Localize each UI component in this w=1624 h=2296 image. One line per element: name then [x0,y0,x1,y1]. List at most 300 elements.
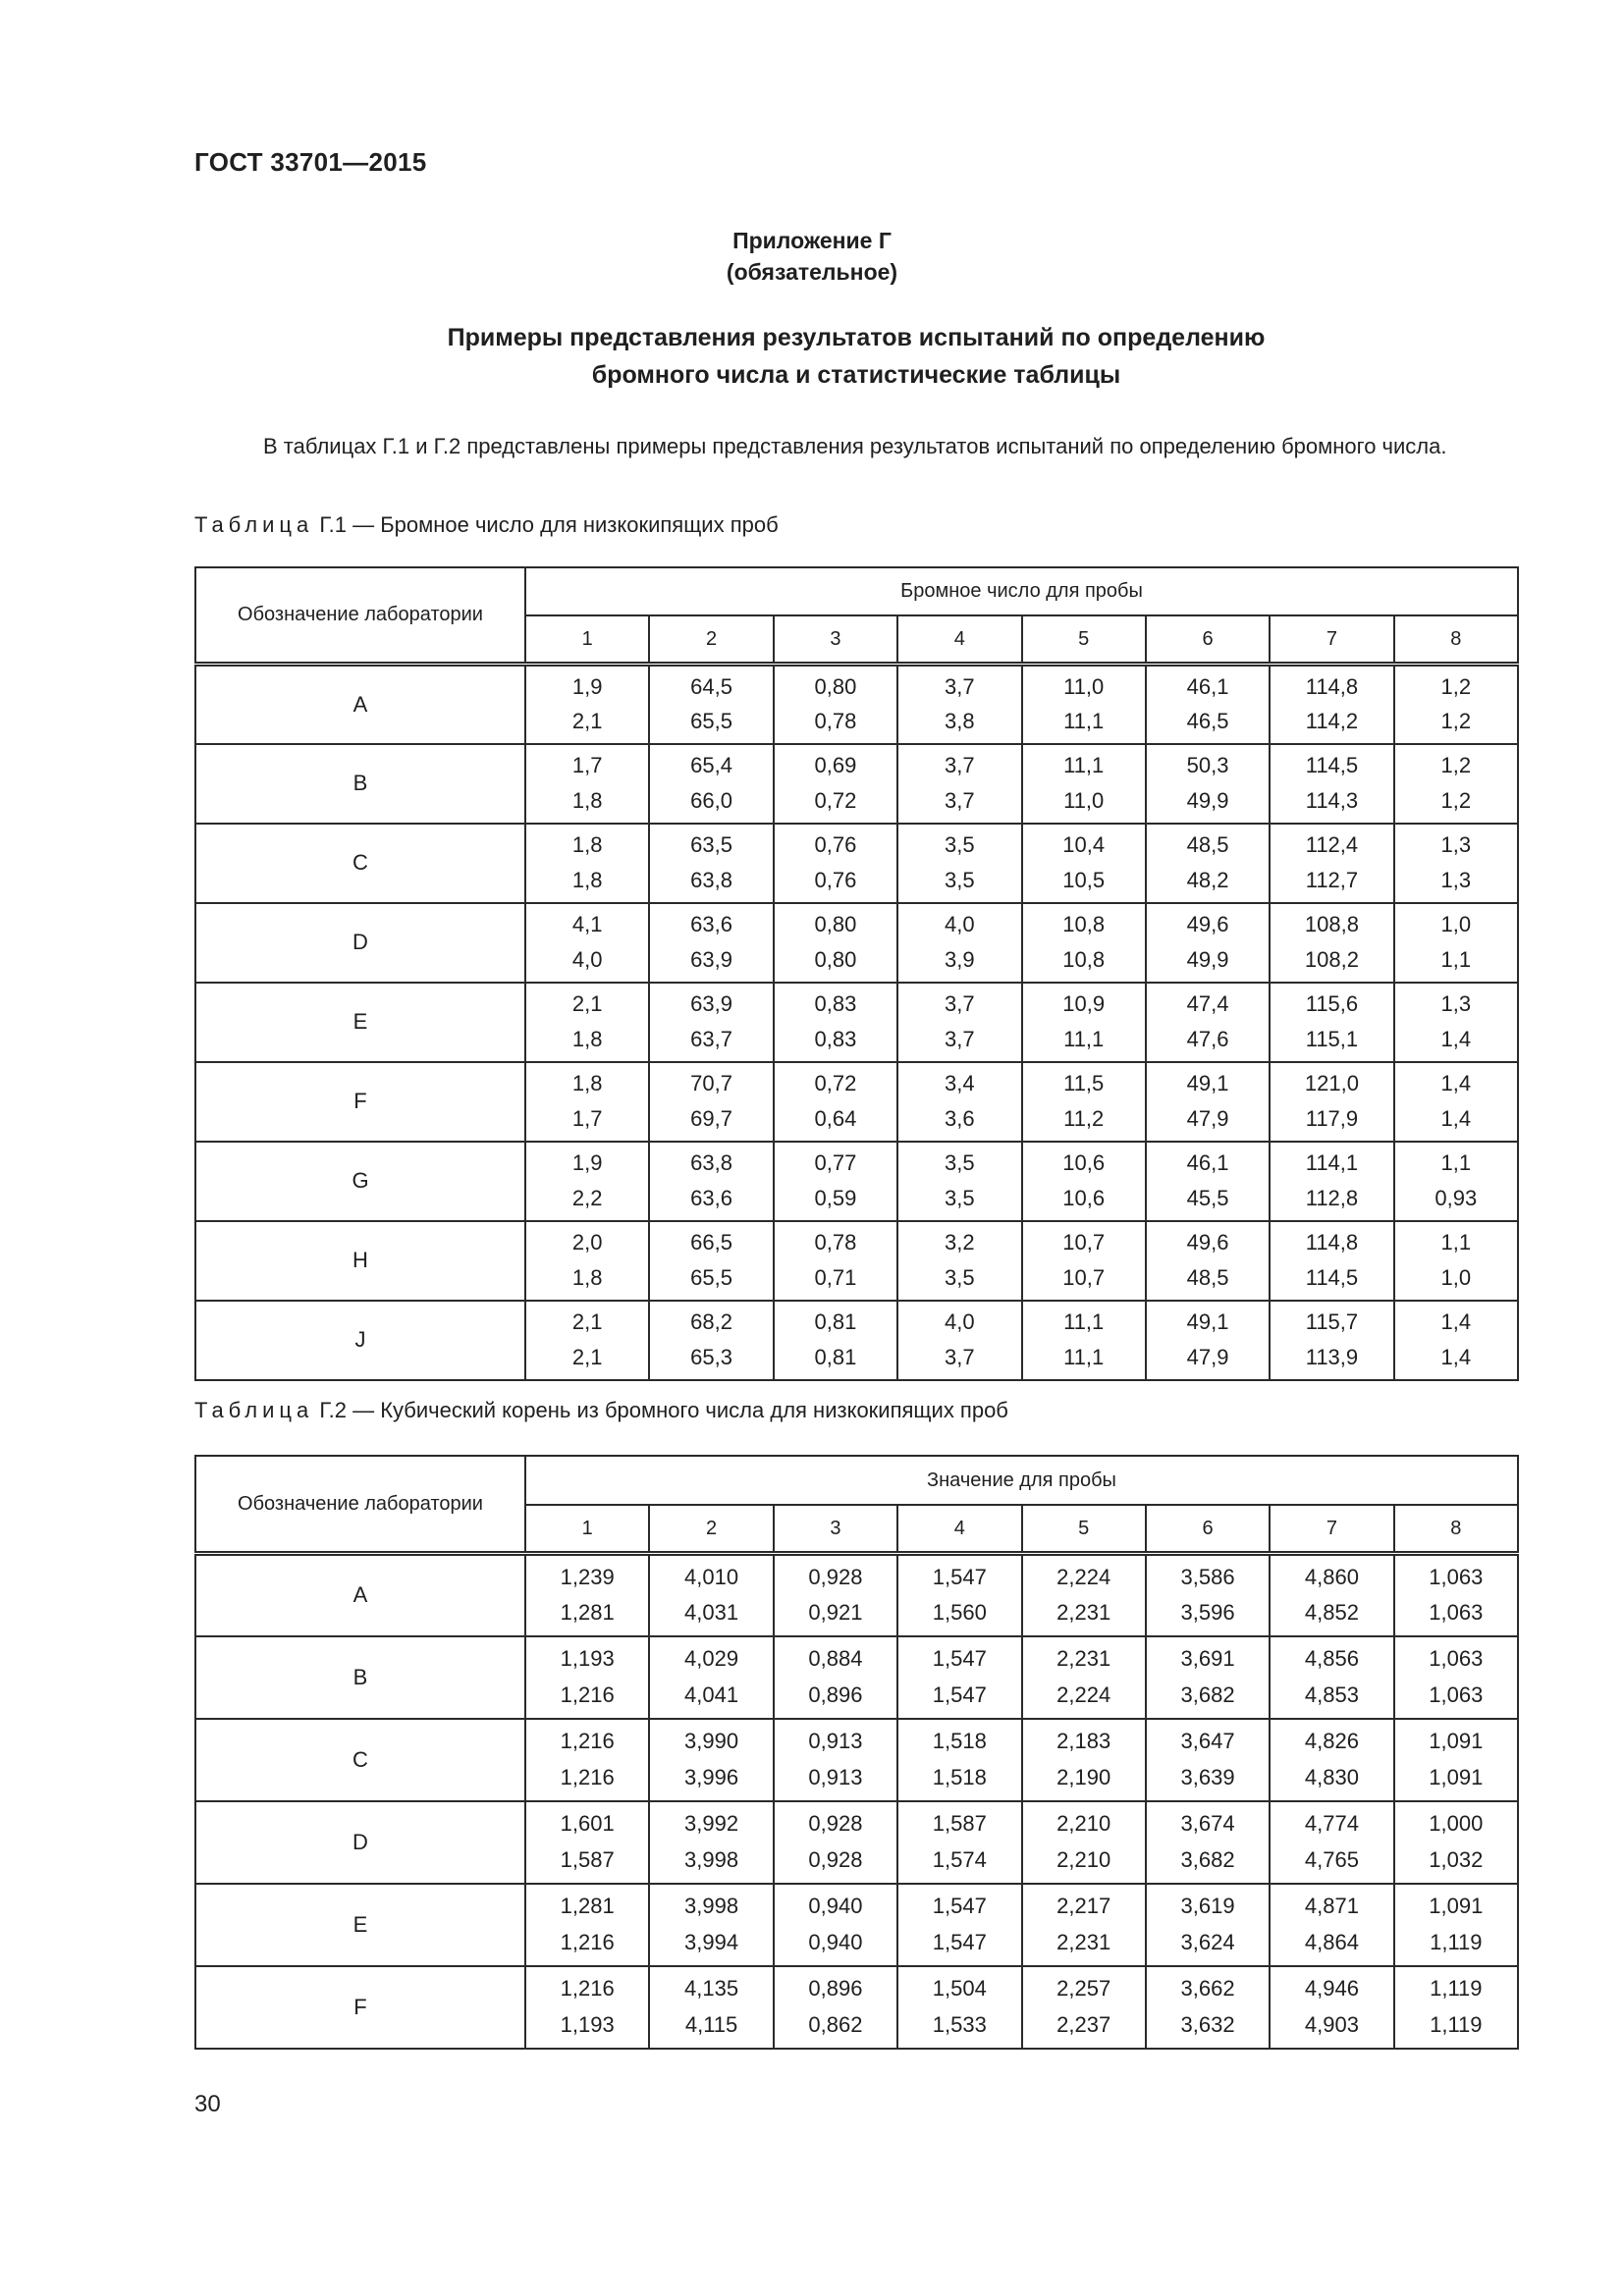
value-cell: 0,83 [774,983,897,1023]
value-cell: 11,1 [1022,704,1146,744]
value-cell: 1,7 [525,1101,649,1142]
value-cell: 3,7 [897,983,1021,1023]
table1 [194,566,1519,1381]
value-cell: 10,5 [1022,863,1146,903]
value-cell: 11,5 [1022,1062,1146,1102]
lab-code-cell: B [195,744,525,824]
value-cell: 0,78 [774,704,897,744]
value-cell: 1,8 [525,1260,649,1301]
value-cell: 1,032 [1394,1842,1518,1884]
value-cell: 2,0 [525,1221,649,1261]
value-cell: 63,9 [649,942,773,983]
table-row [195,1884,1518,1925]
value-cell: 3,992 [649,1801,773,1842]
value-cell: 1,2 [1394,783,1518,824]
value-cell: 4,852 [1270,1595,1393,1636]
value-cell: 1,1 [1394,942,1518,983]
table-row [195,1554,1518,1595]
value-cell: 65,5 [649,1260,773,1301]
document-number: ГОСТ 33701—2015 [194,147,427,177]
value-cell: 2,1 [525,1301,649,1341]
value-cell: 121,0 [1270,1062,1393,1102]
section-heading [194,319,1518,394]
value-cell: 1,547 [897,1884,1021,1925]
value-cell: 0,78 [774,1221,897,1261]
lab-code-cell: A [195,665,525,744]
value-cell: 1,547 [897,1554,1021,1595]
value-cell: 4,774 [1270,1801,1393,1842]
value-cell: 11,1 [1022,1301,1146,1341]
value-cell: 114,8 [1270,1221,1393,1261]
value-cell: 48,2 [1146,863,1270,903]
table-row [195,1062,1518,1102]
value-cell: 2,231 [1022,1636,1146,1678]
value-cell: 4,826 [1270,1719,1393,1760]
value-cell: 0,93 [1394,1181,1518,1221]
value-cell: 68,2 [649,1301,773,1341]
group-column-header: Значение для пробы [525,1456,1518,1505]
value-cell: 1,547 [897,1678,1021,1719]
value-cell: 3,994 [649,1925,773,1966]
sample-column-header: 3 [774,615,897,665]
value-cell: 63,7 [649,1022,773,1062]
value-cell: 1,2 [1394,704,1518,744]
value-cell: 49,6 [1146,903,1270,943]
value-cell: 2,1 [525,983,649,1023]
value-cell: 3,691 [1146,1636,1270,1678]
lab-code-cell: D [195,1801,525,1884]
value-cell: 2,2 [525,1181,649,1221]
value-cell: 115,6 [1270,983,1393,1023]
value-cell: 2,1 [525,1340,649,1380]
value-cell: 114,8 [1270,665,1393,705]
lab-code-cell: E [195,983,525,1062]
value-cell: 3,7 [897,783,1021,824]
value-cell: 1,063 [1394,1554,1518,1595]
table-row [195,1221,1518,1261]
value-cell: 4,0 [897,903,1021,943]
table2-caption [194,1398,1008,1423]
value-cell: 49,9 [1146,783,1270,824]
value-cell: 0,76 [774,824,897,864]
value-cell: 1,0 [1394,1260,1518,1301]
value-cell: 63,8 [649,863,773,903]
value-cell: 4,946 [1270,1966,1393,2007]
value-cell: 1,3 [1394,863,1518,903]
value-cell: 0,921 [774,1595,897,1636]
value-cell: 0,928 [774,1842,897,1884]
value-cell: 115,7 [1270,1301,1393,1341]
value-cell: 2,231 [1022,1925,1146,1966]
value-cell: 0,928 [774,1801,897,1842]
value-cell: 3,674 [1146,1801,1270,1842]
value-cell: 3,7 [897,1340,1021,1380]
value-cell: 112,7 [1270,863,1393,903]
value-cell: 4,1 [525,903,649,943]
value-cell: 0,862 [774,2007,897,2049]
value-cell: 114,3 [1270,783,1393,824]
value-cell: 63,5 [649,824,773,864]
value-cell: 66,5 [649,1221,773,1261]
value-cell: 4,115 [649,2007,773,2049]
value-cell: 3,998 [649,1842,773,1884]
value-cell: 114,5 [1270,744,1393,784]
value-cell: 3,586 [1146,1554,1270,1595]
value-cell: 1,504 [897,1966,1021,2007]
value-cell: 49,1 [1146,1301,1270,1341]
table-row [195,744,1518,784]
value-cell: 0,884 [774,1636,897,1678]
value-cell: 0,64 [774,1101,897,1142]
value-cell: 3,990 [649,1719,773,1760]
table1-caption [194,512,779,538]
value-cell: 1,216 [525,1719,649,1760]
value-cell: 49,9 [1146,942,1270,983]
value-cell: 0,896 [774,1678,897,1719]
value-cell: 65,5 [649,704,773,744]
value-cell: 2,224 [1022,1678,1146,1719]
value-cell: 0,940 [774,1884,897,1925]
value-cell: 4,0 [525,942,649,983]
lab-column-header: Обозначение лаборатории [195,1456,525,1554]
value-cell: 4,029 [649,1636,773,1678]
value-cell: 4,853 [1270,1678,1393,1719]
sample-column-header: 3 [774,1505,897,1554]
lab-code-cell: A [195,1554,525,1636]
value-cell: 66,0 [649,783,773,824]
value-cell: 1,8 [525,1062,649,1102]
value-cell: 1,560 [897,1595,1021,1636]
appendix-title: Приложение Г [732,228,892,253]
sample-column-header: 2 [649,615,773,665]
value-cell: 65,3 [649,1340,773,1380]
value-cell: 1,216 [525,1678,649,1719]
value-cell: 3,9 [897,942,1021,983]
value-cell: 1,7 [525,744,649,784]
value-cell: 3,5 [897,824,1021,864]
value-cell: 4,010 [649,1554,773,1595]
value-cell: 3,8 [897,704,1021,744]
value-cell: 1,193 [525,2007,649,2049]
lab-code-cell: J [195,1301,525,1380]
value-cell: 3,7 [897,665,1021,705]
value-cell: 0,77 [774,1142,897,1182]
value-cell: 112,8 [1270,1181,1393,1221]
value-cell: 3,682 [1146,1678,1270,1719]
value-cell: 47,9 [1146,1101,1270,1142]
value-cell: 46,5 [1146,704,1270,744]
value-cell: 11,0 [1022,783,1146,824]
value-cell: 2,237 [1022,2007,1146,2049]
value-cell: 46,1 [1146,665,1270,705]
value-cell: 1,1 [1394,1142,1518,1182]
lab-code-cell: C [195,1719,525,1801]
lab-code-cell: H [195,1221,525,1301]
value-cell: 1,000 [1394,1801,1518,1842]
value-cell: 2,224 [1022,1554,1146,1595]
intro-paragraph: В таблицах Г.1 и Г.2 представлены примеры представления результатов испытаний по определению бромного числа. [263,434,1447,458]
value-cell: 3,5 [897,1260,1021,1301]
value-cell: 1,518 [897,1719,1021,1760]
value-cell: 4,765 [1270,1842,1393,1884]
value-cell: 1,8 [525,1022,649,1062]
value-cell: 1,1 [1394,1221,1518,1261]
value-cell: 1,2 [1394,744,1518,784]
value-cell: 113,9 [1270,1340,1393,1380]
value-cell: 0,913 [774,1760,897,1801]
value-cell: 4,903 [1270,2007,1393,2049]
value-cell: 1,4 [1394,1301,1518,1341]
value-cell: 1,533 [897,2007,1021,2049]
value-cell: 1,239 [525,1554,649,1595]
value-cell: 1,4 [1394,1062,1518,1102]
value-cell: 1,518 [897,1760,1021,1801]
appendix-status: (обязательное) [726,259,898,285]
value-cell: 2,210 [1022,1801,1146,1842]
value-cell: 1,216 [525,1966,649,2007]
value-cell: 108,2 [1270,942,1393,983]
value-cell: 48,5 [1146,824,1270,864]
value-cell: 10,8 [1022,903,1146,943]
lab-code-cell: E [195,1884,525,1966]
value-cell: 3,996 [649,1760,773,1801]
lab-code-cell: D [195,903,525,983]
value-cell: 4,041 [649,1678,773,1719]
lab-code-cell: C [195,824,525,903]
value-cell: 3,5 [897,1181,1021,1221]
value-cell: 1,119 [1394,2007,1518,2049]
value-cell: 0,940 [774,1925,897,1966]
value-cell: 2,231 [1022,1595,1146,1636]
page-number: 30 [194,2091,221,2117]
value-cell: 4,830 [1270,1760,1393,1801]
value-cell: 10,6 [1022,1181,1146,1221]
value-cell: 0,71 [774,1260,897,1301]
value-cell: 4,864 [1270,1925,1393,1966]
value-cell: 47,4 [1146,983,1270,1023]
value-cell: 1,8 [525,863,649,903]
sample-column-header: 4 [897,1505,1021,1554]
sample-column-header: 7 [1270,615,1393,665]
value-cell: 1,091 [1394,1884,1518,1925]
value-cell: 2,183 [1022,1719,1146,1760]
value-cell: 0,80 [774,942,897,983]
group-column-header: Бромное число для пробы [525,567,1518,615]
sample-column-header: 5 [1022,615,1146,665]
value-cell: 3,998 [649,1884,773,1925]
value-cell: 11,0 [1022,665,1146,705]
value-cell: 10,7 [1022,1260,1146,1301]
sample-column-header: 6 [1146,1505,1270,1554]
value-cell: 1,0 [1394,903,1518,943]
lab-code-cell: G [195,1142,525,1221]
lab-code-cell: F [195,1966,525,2049]
value-cell: 11,1 [1022,1022,1146,1062]
value-cell: 3,7 [897,1022,1021,1062]
section-heading-line-1: Примеры представления результатов испытаний по определению [447,324,1266,351]
sample-column-header: 8 [1394,1505,1518,1554]
value-cell: 1,193 [525,1636,649,1678]
sample-column-header: 6 [1146,615,1270,665]
table-row [195,983,1518,1023]
value-cell: 2,190 [1022,1760,1146,1801]
value-cell: 0,80 [774,665,897,705]
sample-column-header: 7 [1270,1505,1393,1554]
value-cell: 1,8 [525,783,649,824]
value-cell: 45,5 [1146,1181,1270,1221]
value-cell: 115,1 [1270,1022,1393,1062]
value-cell: 1,063 [1394,1636,1518,1678]
sample-column-header: 2 [649,1505,773,1554]
value-cell: 0,81 [774,1301,897,1341]
lab-code-cell: F [195,1062,525,1142]
value-cell: 70,7 [649,1062,773,1102]
value-cell: 11,2 [1022,1101,1146,1142]
value-cell: 4,856 [1270,1636,1393,1678]
value-cell: 2,1 [525,704,649,744]
value-cell: 11,1 [1022,1340,1146,1380]
table-row [195,903,1518,943]
value-cell: 1,4 [1394,1022,1518,1062]
value-cell: 1,587 [525,1842,649,1884]
value-cell: 1,4 [1394,1101,1518,1142]
value-cell: 10,9 [1022,983,1146,1023]
value-cell: 114,5 [1270,1260,1393,1301]
value-cell: 63,6 [649,1181,773,1221]
value-cell: 3,647 [1146,1719,1270,1760]
table1-caption-text: Г.1 — Бромное число для низкокипящих проб [319,512,779,537]
value-cell: 0,69 [774,744,897,784]
value-cell: 2,210 [1022,1842,1146,1884]
value-cell: 64,5 [649,665,773,705]
table-row [195,1801,1518,1842]
table2-caption-text: Г.2 — Кубический корень из бромного числа для низкокипящих проб [319,1398,1008,1422]
section-heading-line-2: бромного числа и статистические таблицы [591,361,1121,389]
value-cell: 114,2 [1270,704,1393,744]
value-cell: 3,4 [897,1062,1021,1102]
value-cell: 0,928 [774,1554,897,1595]
value-cell: 10,4 [1022,824,1146,864]
value-cell: 47,6 [1146,1022,1270,1062]
value-cell: 112,4 [1270,824,1393,864]
value-cell: 1,9 [525,1142,649,1182]
value-cell: 3,7 [897,744,1021,784]
value-cell: 4,0 [897,1301,1021,1341]
value-cell: 63,9 [649,983,773,1023]
value-cell: 11,1 [1022,744,1146,784]
value-cell: 1,3 [1394,983,1518,1023]
sample-column-header: 8 [1394,615,1518,665]
value-cell: 63,8 [649,1142,773,1182]
value-cell: 3,632 [1146,2007,1270,2049]
value-cell: 10,6 [1022,1142,1146,1182]
value-cell: 46,1 [1146,1142,1270,1182]
table2-caption-label: Таблица [194,1398,314,1422]
value-cell: 50,3 [1146,744,1270,784]
value-cell: 3,596 [1146,1595,1270,1636]
value-cell: 3,619 [1146,1884,1270,1925]
value-cell: 3,5 [897,863,1021,903]
table-row [195,1966,1518,2007]
value-cell: 1,574 [897,1842,1021,1884]
value-cell: 1,063 [1394,1678,1518,1719]
value-cell: 0,83 [774,1022,897,1062]
value-cell: 0,81 [774,1340,897,1380]
value-cell: 1,4 [1394,1340,1518,1380]
value-cell: 1,216 [525,1925,649,1966]
value-cell: 49,6 [1146,1221,1270,1261]
value-cell: 1,119 [1394,1966,1518,2007]
table2 [194,1455,1519,2050]
value-cell: 1,063 [1394,1595,1518,1636]
value-cell: 10,8 [1022,942,1146,983]
value-cell: 4,871 [1270,1884,1393,1925]
value-cell: 4,031 [649,1595,773,1636]
value-cell: 63,6 [649,903,773,943]
value-cell: 3,662 [1146,1966,1270,2007]
value-cell: 1,216 [525,1760,649,1801]
value-cell: 2,257 [1022,1966,1146,2007]
value-cell: 1,3 [1394,824,1518,864]
value-cell: 69,7 [649,1101,773,1142]
value-cell: 1,2 [1394,665,1518,705]
value-cell: 1,547 [897,1925,1021,1966]
table1-caption-label: Таблица [194,512,314,537]
value-cell: 3,682 [1146,1842,1270,1884]
table-row [195,1719,1518,1760]
value-cell: 48,5 [1146,1260,1270,1301]
value-cell: 0,72 [774,1062,897,1102]
value-cell: 1,8 [525,824,649,864]
value-cell: 0,896 [774,1966,897,2007]
value-cell: 4,135 [649,1966,773,2007]
value-cell: 1,281 [525,1595,649,1636]
value-cell: 0,59 [774,1181,897,1221]
value-cell: 1,091 [1394,1719,1518,1760]
value-cell: 114,1 [1270,1142,1393,1182]
value-cell: 65,4 [649,744,773,784]
value-cell: 117,9 [1270,1101,1393,1142]
value-cell: 4,860 [1270,1554,1393,1595]
value-cell: 1,281 [525,1884,649,1925]
lab-column-header: Обозначение лаборатории [195,567,525,665]
value-cell: 1,601 [525,1801,649,1842]
value-cell: 108,8 [1270,903,1393,943]
table-row [195,824,1518,864]
value-cell: 0,72 [774,783,897,824]
value-cell: 0,76 [774,863,897,903]
value-cell: 10,7 [1022,1221,1146,1261]
value-cell: 1,091 [1394,1760,1518,1801]
value-cell: 3,2 [897,1221,1021,1261]
value-cell: 1,119 [1394,1925,1518,1966]
value-cell: 1,9 [525,665,649,705]
table-row [195,665,1518,705]
value-cell: 47,9 [1146,1340,1270,1380]
value-cell: 3,5 [897,1142,1021,1182]
value-cell: 3,624 [1146,1925,1270,1966]
value-cell: 49,1 [1146,1062,1270,1102]
table-row [195,1636,1518,1678]
value-cell: 0,913 [774,1719,897,1760]
table-row [195,1301,1518,1341]
sample-column-header: 1 [525,1505,649,1554]
value-cell: 1,547 [897,1636,1021,1678]
sample-column-header: 1 [525,615,649,665]
lab-code-cell: B [195,1636,525,1719]
value-cell: 1,587 [897,1801,1021,1842]
value-cell: 3,6 [897,1101,1021,1142]
